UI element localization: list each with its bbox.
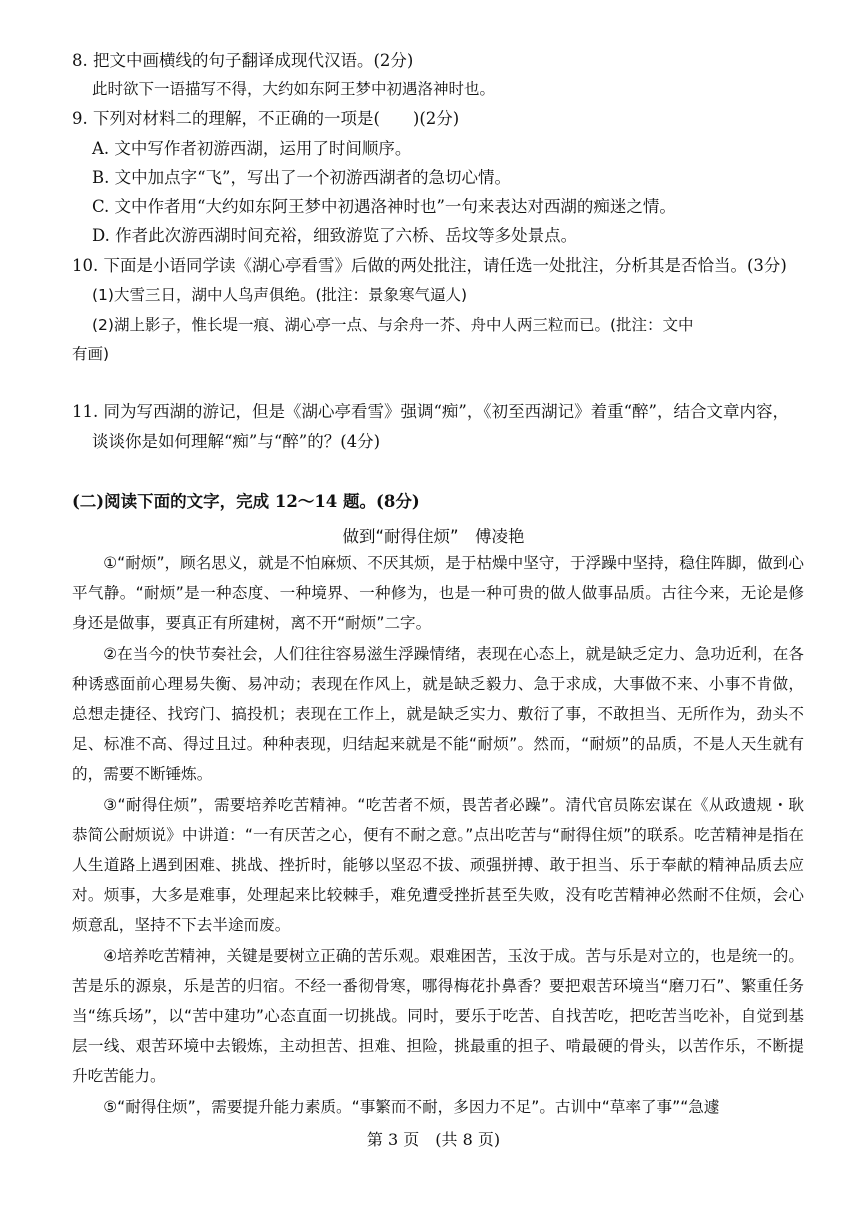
question-10-item-1: (1)大雪三日，湖中人鸟声俱绝。(批注：景象寒气逼人) xyxy=(92,286,468,304)
article-paragraph-4: ④培养吃苦精神，关键是要树立正确的苦乐观。艰难困苦，玉汝于成。苦与乐是对立的，也是统一的。苦是乐的源泉，乐是苦的归宿。不经一番彻骨寒，哪得梅花扑鼻香？要把艰苦环境当“磨刀石”、繁重任务当“练兵场”，以“苦中建功”心态直面一切挑战。同时，要乐于吃苦、自找苦吃，把吃苦当吃补，自觉到基层一线、艰苦环境中去锻炼，主动担苦、担难、担险，挑最重的担子、啃最硬的骨头，以苦作乐，不断提升吃苦能力。 xyxy=(72,946,804,1086)
article-paragraph-5: ⑤“耐得住烦”，需要提升能力素质。“事繁而不耐，多因力不足”。古训中“草率了事”“急遽 xyxy=(103,1097,720,1116)
question-9-stem: 9. 下列对材料二的理解，不正确的一项是( )(2分) xyxy=(72,109,460,128)
article-author: 傅凌艳 xyxy=(475,527,525,546)
question-9-option-b: B. 文中加点字“飞”，写出了一个初游西湖者的急切心情。 xyxy=(92,168,511,187)
question-9-option-d: D. 作者此次游西湖时间充裕，细致游览了六桥、岳坟等多处景点。 xyxy=(92,226,578,245)
question-9-option-a: A. 文中写作者初游西湖，运用了时间顺序。 xyxy=(92,139,412,158)
question-11-line-2: 谈谈你是如何理解“痴”与“醉”的？(4分) xyxy=(92,432,381,451)
question-9-option-c: C. 文中作者用“大约如东阿王梦中初遇洛神时也”一句来表达对西湖的痴迷之情。 xyxy=(92,197,676,216)
article-paragraph-2: ②在当今的快节奏社会，人们往往容易滋生浮躁情绪，表现在心态上，就是缺乏定力、急功近利，在各种诱惑面前心理易失衡、易冲动；表现在作风上，就是缺乏毅力、急于求成，大事做不来、小事不肯做，总想走捷径、找窍门、搞投机；表现在工作上，就是缺乏实力、敷衍了事，不敢担当、无所作为，劲头不足、标准不高、得过且过。种种表现，归结起来就是不能“耐烦”。然而，“耐烦”的品质，不是人天生就有的，需要不断锤炼。 xyxy=(72,644,804,784)
article-title-line xyxy=(0,523,867,547)
article-body xyxy=(72,548,804,1122)
question-8-sentence: 此时欲下一语描写不得，大约如东阿王梦中初遇洛神时也。 xyxy=(92,80,496,98)
article-paragraph-1: ①“耐烦”，顾名思义，就是不怕麻烦、不厌其烦，是于枯燥中坚守，于浮躁中坚持，稳住阵脚，做到心平气静。“耐烦”是一种态度、一种境界、一种修为，也是一种可贵的做人做事品质。古往今来，无论是修身还是做事，要真正有所建树，离不开“耐烦”二字。 xyxy=(72,554,804,633)
question-10-item-2-line-1: (2)湖上影子，惟长堤一痕、湖心亭一点、与余舟一芥、舟中人两三粒而已。(批注：文中 xyxy=(92,316,694,334)
page-footer: 第 3 页 (共 8 页) xyxy=(366,1130,501,1149)
question-11-line-1: 11. 同为写西湖的游记，但是《湖心亭看雪》强调“痴”，《初至西湖记》着重“醉”，结合文章内容， xyxy=(72,402,789,421)
section-2-heading: (二)阅读下面的文字，完成 12～14 题。(8分) xyxy=(72,492,420,511)
article-title: 做到“耐得住烦” xyxy=(342,527,459,546)
question-10-item-2-line-2: 有画) xyxy=(72,345,110,363)
article-paragraph-3: ③“耐得住烦”，需要培养吃苦精神。“吃苦者不烦，畏苦者必躁”。清代官员陈宏谋在《从政遗规・耿恭简公耐烦说》中讲道：“一有厌苦之心，便有不耐之意。”点出吃苦与“耐得住烦”的联系。吃苦精神是指在人生道路上遇到困难、挑战、挫折时，能够以坚忍不拔、顽强拼搏、敢于担当、乐于奉献的精神品质去应对。烦事，大多是难事，处理起来比较棘手，难免遭受挫折甚至失败，没有吃苦精神必然耐不住烦，会心烦意乱，坚持不下去半途而废。 xyxy=(72,795,804,935)
question-10-stem: 10. 下面是小语同学读《湖心亭看雪》后做的两处批注，请任选一处批注，分析其是否恰当。(3分) xyxy=(72,256,787,275)
question-8-stem: 8. 把文中画横线的句子翻译成现代汉语。(2分) xyxy=(72,51,414,70)
